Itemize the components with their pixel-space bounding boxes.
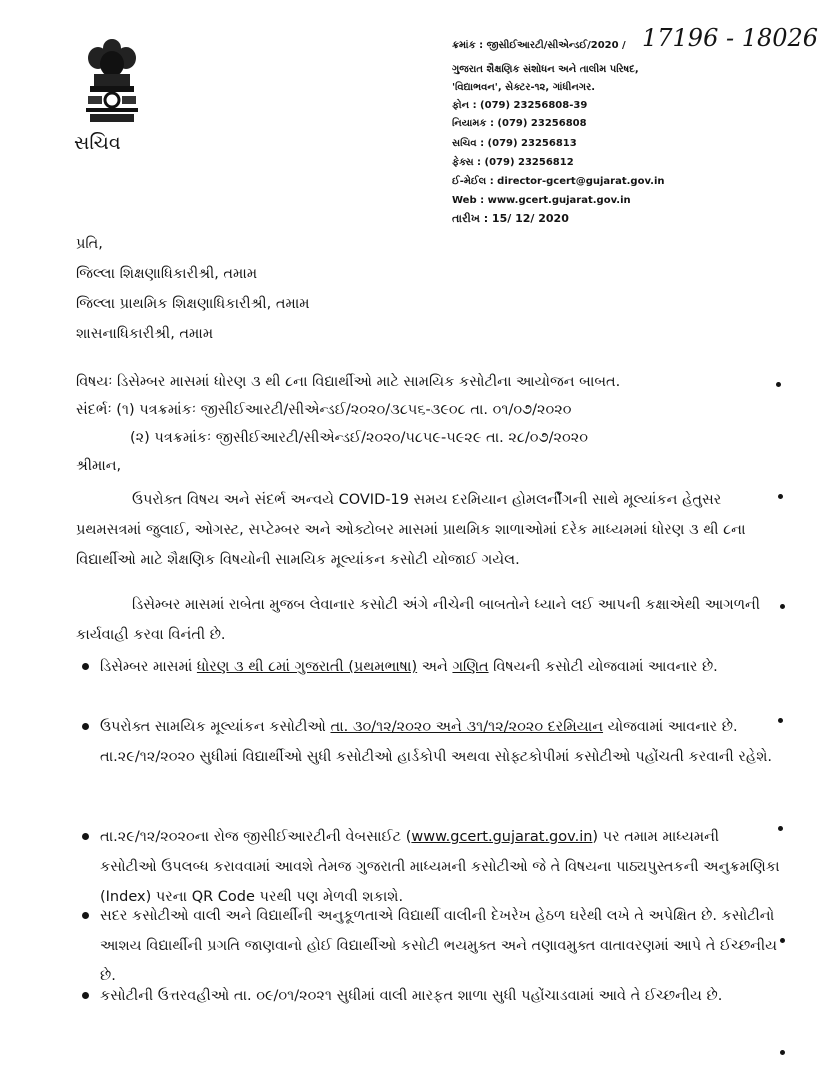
website: Web : www.gcert.gujarat.gov.in bbox=[452, 195, 631, 206]
paragraph-2: ડિસેમ્બર માસમાં રાબેતા મુજબ લેવાનાર કસોટી અંગે નીચેની બાબતોને ધ્યાને લઈ આપની કક્ષાએથી આગળની કાર્યવાહી કરવા વિનંતી છે. bbox=[76, 597, 761, 643]
bullet-4: સદર કસોટીઓ વાલી અને વિદ્યાર્થીની અનુકૂળતાએ વિદ્યાર્થી વાલીની દેખરેખ હેઠળ ઘરેથી લખે તે અપેક્ષિત છે. કસોટીનો આશય વિદ્યાર્થીની પ્રગતિ જાણવાનો હોઈ વિદ્યાર્થીઓ કસોટી ભયમુક્ત અને તણાવમુક્ત વાતાવરણમાં આપે તે ઈચ્છનીય છે. bbox=[100, 908, 777, 984]
margin-dot bbox=[778, 826, 783, 831]
margin-dot bbox=[780, 938, 785, 943]
to-label: પ્રતિ, bbox=[76, 236, 103, 252]
bullet-3 bbox=[100, 822, 780, 912]
reference-label: ક્રમાંક : જીસીઈઆરટી/સીએન્ડઈ/2020 / bbox=[452, 40, 626, 51]
margin-dot bbox=[778, 494, 783, 499]
bullet-2 bbox=[100, 712, 780, 772]
bullet-1-text-c: વિષયની કસોટી યોજવામાં આવનાર છે. bbox=[488, 659, 718, 675]
margin-dot bbox=[780, 1050, 785, 1055]
bullet-2-text-a: ઉપરોક્ત સામયિક મૂલ્યાંકન કસોટીઓ bbox=[100, 719, 331, 735]
margin-dot bbox=[778, 718, 783, 723]
director-phone: નિયામક : (079) 23256808 bbox=[452, 118, 587, 129]
bullet-1 bbox=[100, 652, 780, 682]
org-address: 'વિદ્યાભવન', સેક્ટર-૧૨, ગાંધીનગર. bbox=[452, 82, 596, 93]
gcert-website-link[interactable]: www.gcert.gujarat.gov.in bbox=[411, 829, 593, 845]
bullet-5: કસોટીની ઉત્તરવહીઓ તા. ૦૯/૦૧/૨૦૨૧ સુધીમાં વાલી મારફત શાળા સુધી પહોંચાડવામાં આવે તે ઈચ્છનીય છે. bbox=[100, 988, 723, 1004]
bullet-marker bbox=[82, 663, 89, 670]
email: ઈ-મેઈલ : director-gcert@gujarat.gov.in bbox=[452, 176, 665, 187]
reference-number bbox=[452, 40, 626, 52]
margin-dot bbox=[780, 604, 785, 609]
margin-dot bbox=[776, 382, 781, 387]
bullet-marker bbox=[82, 912, 89, 919]
salutation: શ્રીમાન, bbox=[76, 458, 122, 474]
secretary-title: સચિવ bbox=[74, 132, 121, 154]
address-line-2: જિલ્લા પ્રાથમિક શિક્ષણાધિકારીશ્રી, તમામ bbox=[76, 296, 310, 312]
bullet-2-underlined-dates: તા. ૩૦/૧૨/૨૦૨૦ અને ૩૧/૧૨/૨૦૨૦ દરમિયાન bbox=[330, 719, 604, 735]
bullet-1-underlined-grades: ધોરણ ૩ થી ૮માં ગુજરાતી (પ્રથમભાષા) bbox=[196, 659, 418, 675]
bullet-3-text-b: ) પર તમામ માધ્યમની કસોટીઓ ઉપલબ્ધ કરાવવામાં આવશે તેમજ ગુજરાતી માધ્યમની કસોટીઓ જે તે વિષયના પાઠ્યપુસ્તકની અનુક્રમણિકા (Index) પરના QR Code પરથી પણ મેળવી શકાશે. bbox=[100, 829, 780, 905]
handwritten-number: 17196 - 18026 bbox=[642, 24, 819, 52]
bullet-2-text-b: યોજવામાં આવનાર છે. તા.૨૯/૧૨/૨૦૨૦ સુધીમાં વિદ્યાર્થીઓ સુધી કસોટીઓ હાર્ડકોપી અથવા સોફ્ટકોપીમાં કસોટીઓ પહોંચતી કરવાની રહેશે. bbox=[100, 719, 773, 765]
bullet-marker bbox=[82, 723, 89, 730]
bullet-1-text-a: ડિસેમ્બર માસમાં bbox=[100, 659, 197, 675]
subject: વિષયઃ ડિસેમ્બર માસમાં ધોરણ ૩ થી ૮ના વિદ્યાર્થીઓ માટે સામયિક કસોટીના આયોજન બાબત. bbox=[76, 374, 621, 390]
bullet-1-underlined-math: ગણિત bbox=[452, 659, 489, 675]
bullet-marker bbox=[82, 833, 89, 840]
bullet-marker bbox=[82, 992, 89, 999]
fax: ફેક્સ : (079) 23256812 bbox=[452, 157, 574, 168]
org-name: ગુજરાત શૈક્ષણિક સંશોધન અને તાલીમ પરિષદ, bbox=[452, 64, 639, 75]
paragraph-1: ઉપરોક્ત વિષય અને સંદર્ભ અન્વયે COVID-19 સમય દરમિયાન હોમલર્નીંગની સાથે મૂલ્યાંકન હેતુસર પ્રથમસત્રમાં જુલાઈ, ઓગસ્ટ, સપ્ટેમ્બર અને ઓક્ટોબર માસમાં પ્રાથમિક શાળાઓમાં દરેક માધ્યમમાં ધોરણ ૩ થી ૮ના વિદ્યાર્થીઓ માટે શૈક્ષણિક વિષયોની સામયિક મૂલ્યાંકન કસોટી યોજાઈ ગયેલ. bbox=[76, 492, 746, 568]
address-line-3: શાસનાધિકારીશ્રી, તમામ bbox=[76, 326, 214, 342]
secretary-phone: સચિવ : (079) 23256813 bbox=[452, 138, 577, 149]
letter-date: તારીખ : 15/ 12/ 2020 bbox=[452, 212, 569, 225]
address-line-1: જિલ્લા શિક્ષણાધિકારીશ્રી, તમામ bbox=[76, 266, 258, 282]
reference-1: સંદર્ભઃ (૧) પત્રક્રમાંકઃ જીસીઈઆરટી/સીએન્ડઈ/૨૦૨૦/૩૮૫૬-૩૯૦૮ તા. ૦૧/૦૭/૨૦૨૦ bbox=[76, 402, 572, 418]
phone: ફોન : (079) 23256808-39 bbox=[452, 100, 588, 111]
bullet-3-text-a: તા.૨૯/૧૨/૨૦૨૦ના રોજ જીસીઈઆરટીની વેબસાઈટ ( bbox=[100, 829, 412, 845]
bullet-1-text-b: અને bbox=[417, 659, 453, 675]
national-emblem-icon bbox=[80, 34, 144, 130]
reference-2: (૨) પત્રક્રમાંકઃ જીસીઈઆરટી/સીએન્ડઈ/૨૦૨૦/૫૮૫૯-૫૯૨૯ તા. ૨૮/૦૭/૨૦૨૦ bbox=[130, 430, 588, 446]
